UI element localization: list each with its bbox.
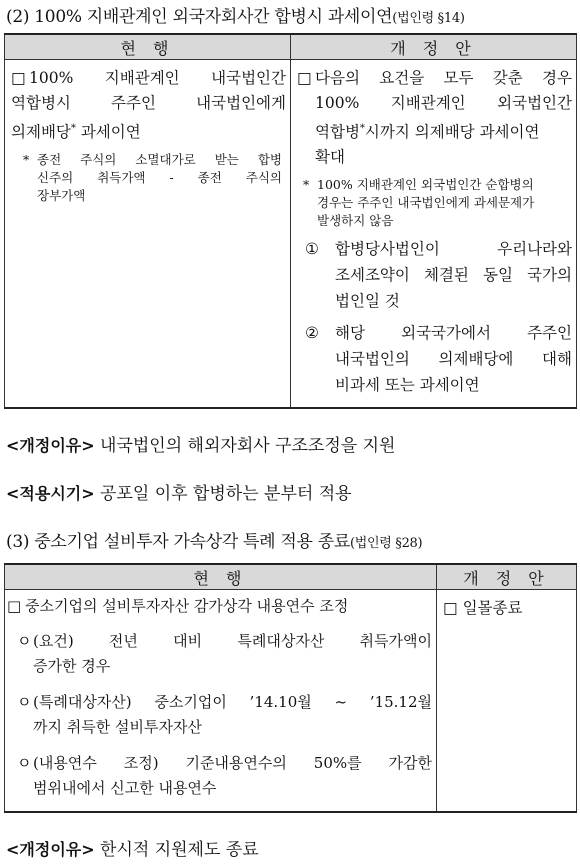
section-2-comparison-table [4, 33, 577, 409]
revised-line-3 [297, 116, 572, 145]
bullet-3-line-1: (내용연수 조정) 기준내용연수의 50%를 가감한 [33, 754, 432, 772]
section-3-title-text: (3) 중소기업 설비투자 가속상각 특례 적용 종료 [6, 532, 350, 552]
current-note-1: 종전 주식의 소멸대가로 받는 합병 [37, 152, 282, 168]
current-line-3-text: 의제배당 [11, 123, 71, 142]
current-item [11, 66, 286, 145]
reason-label: <개정이유> [6, 436, 95, 455]
checkbox-square-icon: □ [7, 597, 22, 615]
bullet-circle-icon: ㅇ [17, 754, 32, 772]
reason-label: <개정이유> [6, 840, 95, 859]
current-line-3b-text: 과세이연 [75, 123, 141, 142]
bullet-circle-icon: ㅇ [17, 693, 32, 711]
current-line-2: 역합병시 주주인 내국법인에게 [11, 94, 286, 112]
effective-label: <적용시기> [6, 484, 95, 503]
condition-1-line-3: 법인일 것 [335, 292, 400, 311]
revised-line-2: 100% 지배관계인 외국법인간 [315, 94, 572, 112]
revised-line-1: 다음의 요건을 모두 갖춘 경우 [315, 69, 572, 87]
circled-one-icon: ① [305, 240, 319, 259]
revised-item [437, 590, 576, 621]
checkbox-square-icon: □ [11, 69, 26, 87]
bullet-2-line-1: (특례대상자산) 중소기업이 ’14.10월 ~ ’15.12월 [33, 693, 432, 711]
current-cell [5, 60, 291, 409]
reason-text: 내국법인의 해외자회사 구조조정을 지원 [94, 436, 396, 456]
condition-1-line-1: 합병당사법인이 우리나라와 [335, 240, 572, 259]
section-3-title [6, 527, 422, 552]
current-note-3: 장부가액 [37, 188, 86, 204]
bullet-1-line-2: 증가한 경우 [33, 657, 111, 675]
section-3-source: (법인령 §28) [350, 536, 423, 551]
current-note-2: 신주의 취득가액 - 종전 주식의 [37, 170, 282, 186]
current-line-3 [11, 116, 286, 145]
col-header-revised: 개 정 안 [437, 564, 577, 590]
section-2-effective [6, 479, 352, 504]
footnote-star: * [70, 123, 76, 134]
bullet-3-line-2: 범위내에서 신고한 내용연수 [33, 779, 217, 797]
condition-1-line-2: 조세조약이 체결된 동일 국가의 [335, 266, 572, 285]
note-asterisk: * [23, 152, 30, 168]
checkbox-square-icon: □ [443, 599, 458, 617]
section-3-comparison-table [4, 563, 577, 813]
bullet-item-1 [7, 629, 432, 679]
footnote-star: * [359, 123, 365, 134]
note-asterisk: * [303, 177, 310, 193]
bullet-circle-icon: ㅇ [17, 632, 32, 650]
section-2-source: (법인령 §14) [392, 11, 465, 26]
checkbox-square-icon: □ [297, 69, 312, 87]
condition-2-line-1: 해당 외국국가에서 주주인 [335, 324, 572, 343]
revised-line-4: 확대 [315, 148, 345, 167]
current-cell [5, 590, 437, 813]
revised-note [297, 176, 572, 230]
circled-two-icon: ② [305, 324, 319, 343]
revised-cell [291, 60, 577, 409]
condition-2 [297, 320, 572, 398]
revised-note-2: 경우는 주주인 내국법인에게 과세문제가 [317, 195, 535, 211]
current-head: 중소기업의 설비투자자산 감가상각 내용연수 조정 [25, 597, 349, 615]
revised-line-3a-text: 역합병 [315, 123, 360, 142]
condition-2-line-2: 내국법인의 의제배당에 대해 [335, 350, 572, 369]
bullet-1-line-1: (요건) 전년 대비 특례대상자산 취득가액이 [33, 632, 432, 650]
col-header-revised: 개 정 안 [291, 34, 577, 60]
current-item [7, 594, 432, 619]
current-line-1: 100% 지배관계인 내국법인간 [29, 69, 286, 87]
col-header-current: 현 행 [5, 564, 437, 590]
current-note [11, 151, 286, 205]
revised-line-3b-text: 시까지 의제배당 과세이연 [364, 123, 540, 142]
section-3-reason [6, 835, 259, 860]
revised-cell [437, 590, 577, 813]
bullet-item-2 [7, 690, 432, 740]
section-2-title-text: (2) 100% 지배관계인 외국자회사간 합병시 과세이연 [6, 7, 393, 27]
section-2-title [6, 2, 465, 27]
effective-text: 공포일 이후 합병하는 분부터 적용 [94, 484, 352, 504]
col-header-current: 현 행 [5, 34, 291, 60]
bullet-item-3 [7, 751, 432, 801]
condition-1 [297, 236, 572, 314]
bullet-2-line-2: 까지 취득한 설비투자자산 [33, 718, 202, 736]
section-2-reason [6, 431, 395, 456]
revised-note-3: 발생하지 않음 [317, 213, 394, 229]
revised-item [297, 66, 572, 170]
reason-text: 한시적 지원제도 종료 [94, 840, 259, 860]
revised-note-1: 100% 지배관계인 외국법인간 순합병의 [317, 177, 534, 193]
condition-2-line-3: 비과세 또는 과세이연 [335, 376, 480, 395]
revised-text: 일몰종료 [457, 599, 523, 617]
